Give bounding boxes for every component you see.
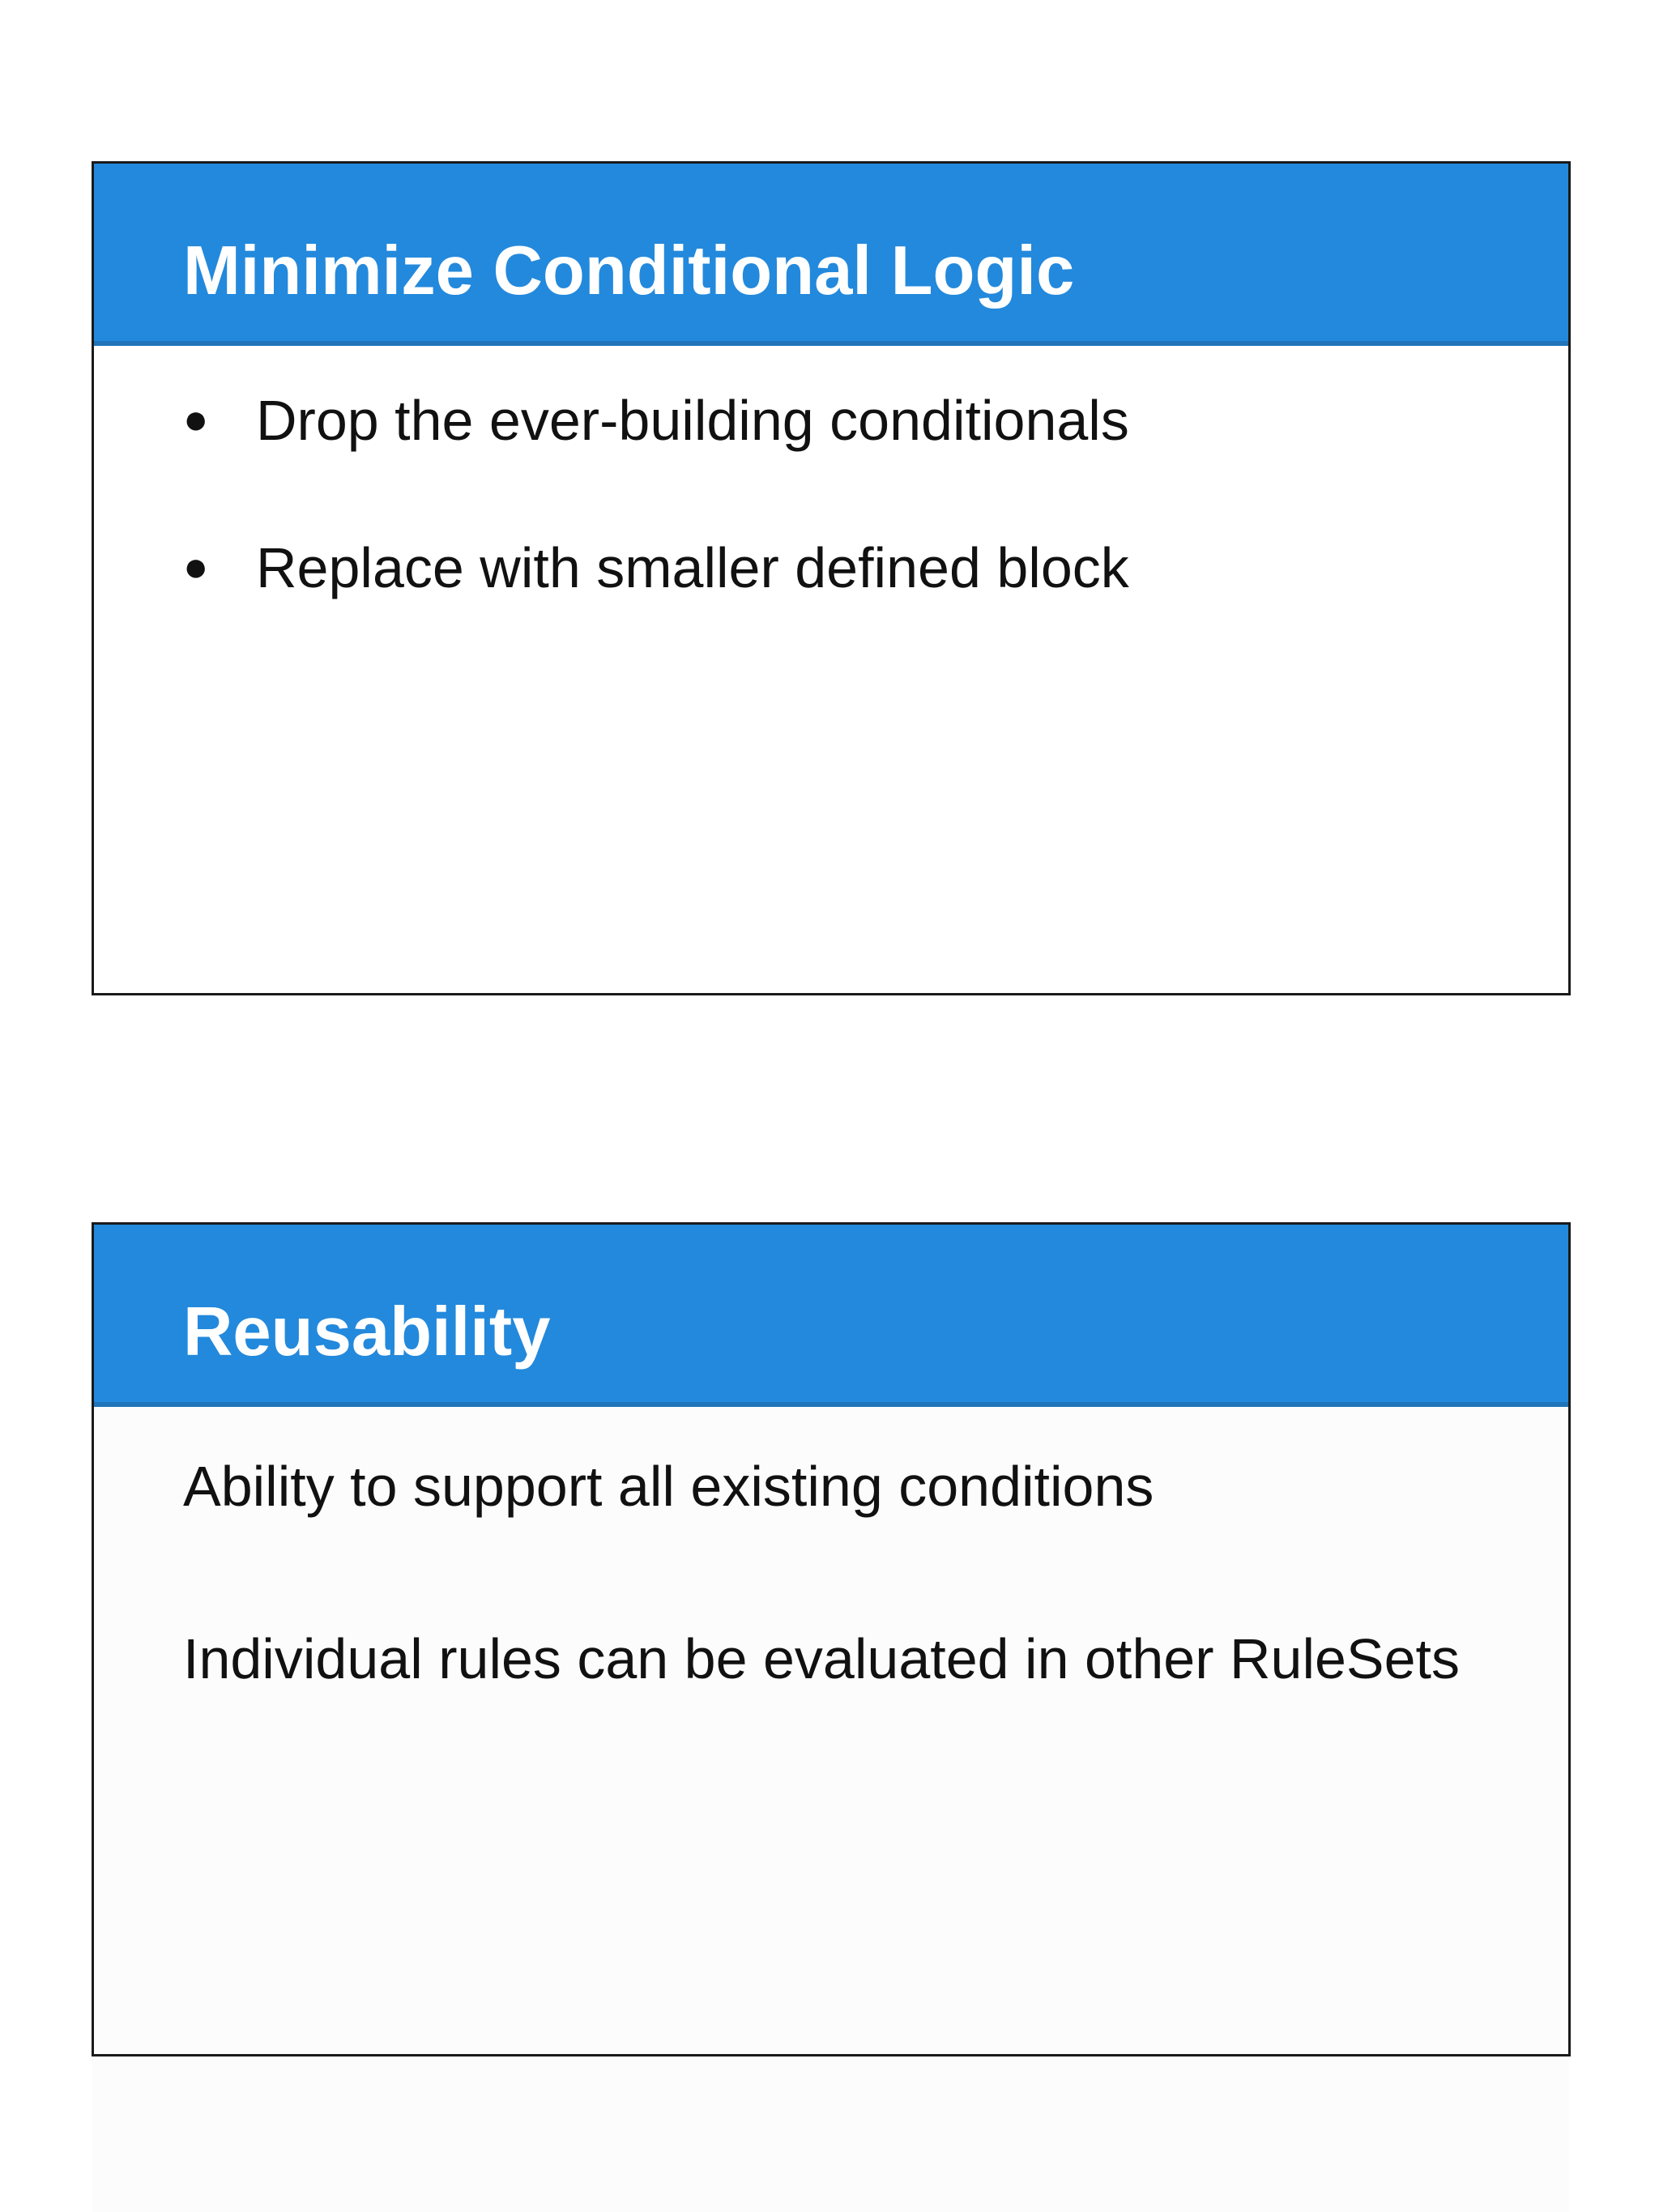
slide-header — [94, 164, 1568, 346]
slide-minimize-conditional-logic — [92, 161, 1571, 995]
bullet-dot-icon: ● — [183, 543, 209, 590]
bullet-text: Replace with smaller defined block — [256, 536, 1129, 599]
bullet-list — [183, 389, 1129, 687]
slide-title: Reusability — [183, 1294, 551, 1370]
slide-title: Minimize Conditional Logic — [183, 232, 1075, 309]
bullet-text: Drop the ever-building conditionals — [256, 389, 1129, 452]
slide-reusability — [92, 1222, 1571, 2056]
slide-header — [94, 1225, 1568, 1407]
bullet-item — [183, 536, 1129, 687]
bullet-dot-icon: ● — [183, 396, 209, 443]
body-paragraph: Individual rules can be evaluated in other RuleSets — [183, 1627, 1460, 1690]
bullet-item — [183, 389, 1129, 539]
body-paragraph: Ability to support all existing conditions — [183, 1455, 1154, 1518]
